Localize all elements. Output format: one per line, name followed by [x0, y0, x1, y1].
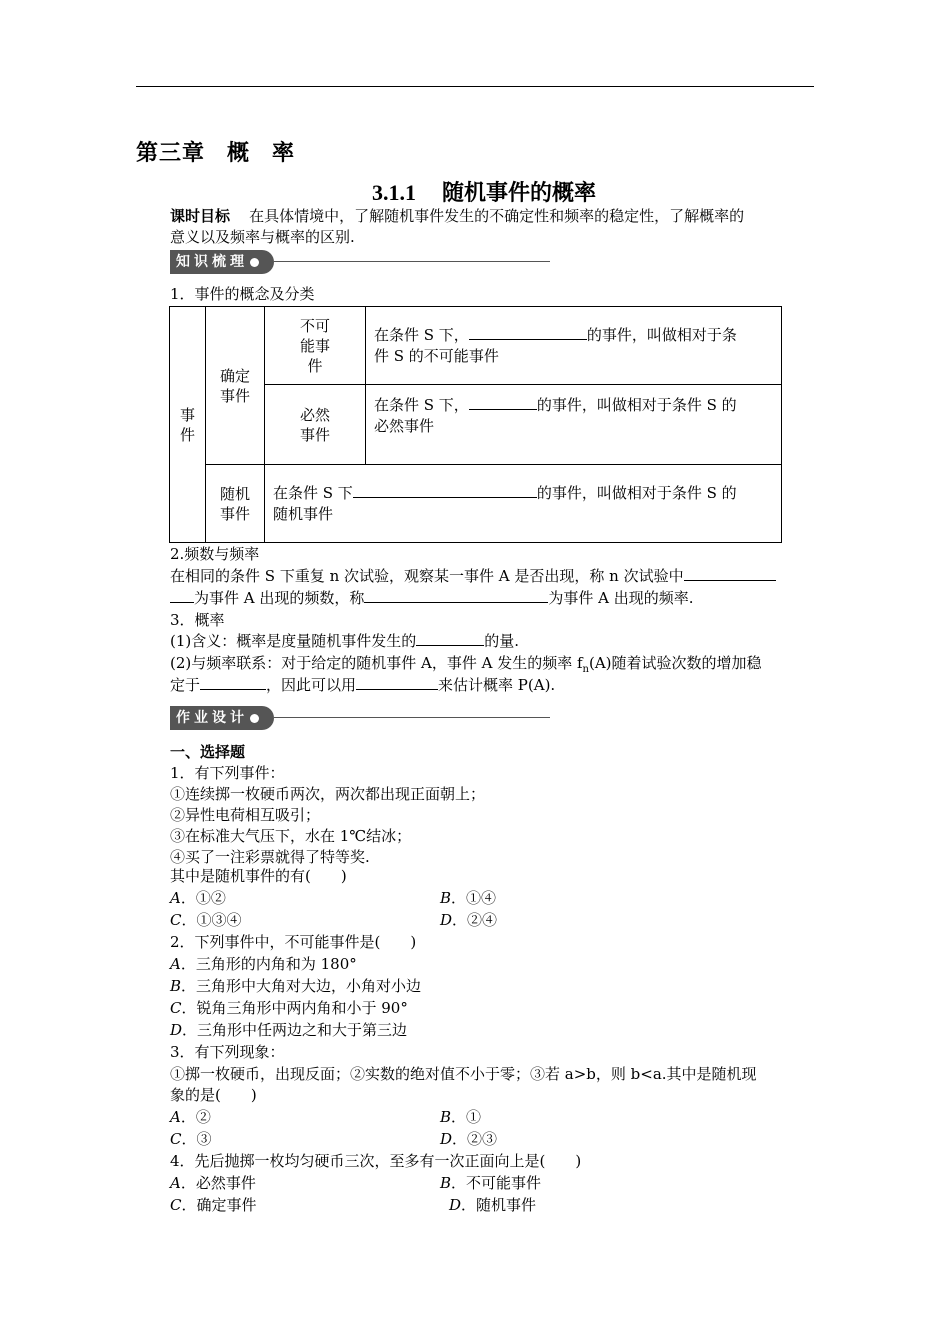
- fill-blank: [200, 675, 266, 690]
- bullet-dot-icon: [250, 258, 259, 267]
- question-4-option-c[interactable]: C．确定事件: [170, 1196, 257, 1214]
- question-1-stem: 1．有下列事件：: [170, 764, 285, 782]
- frequency-line-2: 为事件 A 出现的频数，称 为事件 A 出现的频率.: [170, 588, 815, 609]
- lesson-goal: [170, 206, 815, 227]
- fill-blank: [356, 675, 438, 690]
- chapter-title: 第三章: [136, 141, 206, 166]
- question-3-stem: 3．有下列现象：: [170, 1043, 285, 1061]
- fill-blank: [353, 483, 537, 498]
- question-3-line-2: 象的是( ): [170, 1086, 257, 1104]
- probability-heading: 3．概率: [170, 611, 225, 629]
- question-3-option-b[interactable]: B．①: [440, 1108, 482, 1126]
- section-title: [372, 176, 596, 207]
- goal-text-2: 意义以及频率与概率的区别.: [170, 228, 355, 246]
- question-3-option-c[interactable]: C．③: [170, 1130, 212, 1148]
- impossible-event-definition: 在条件 S 下， 的事件，叫做相对于条 件 S 的不可能事件: [366, 307, 782, 385]
- question-1-ask: 其中是随机事件的有( ): [170, 867, 347, 885]
- probability-relation-1: (2)与频率联系：对于给定的随机事件 A，事件 A 发生的频率 $f_n(A)$随着试验次数的增加稳: [170, 654, 762, 675]
- question-3-line-1: ①掷一枚硬币，出现反面；②实数的绝对值不小于零；③若 a>b，则 b<a.其中是随机现: [170, 1065, 757, 1083]
- question-1-option-a[interactable]: A．①②: [170, 889, 226, 907]
- goal-text-1: 在具体情境中，了解随机事件发生的不确定性和频率的稳定性，了解概率的: [249, 207, 745, 225]
- fill-blank: [170, 588, 194, 603]
- question-4-option-a[interactable]: A．必然事件: [170, 1174, 256, 1192]
- impossible-event-cell: 不可 能事 件: [265, 307, 366, 385]
- frequency-heading: 2.频数与频率: [170, 545, 260, 563]
- fill-blank: [684, 566, 776, 581]
- certain-event-cell: 确定 事件: [206, 307, 265, 465]
- banner-rule: [274, 261, 550, 262]
- random-event-cell: 随机 事件: [206, 465, 265, 543]
- inevitable-event-definition: 在条件 S 下， 的事件，叫做相对于条件 S 的 必然事件: [366, 385, 782, 465]
- question-2-option-d[interactable]: D．三角形中任两边之和大于第三边: [170, 1021, 408, 1039]
- probability-relation-2: 定于 ，因此可以用 来估计概率 P(A).: [170, 676, 556, 694]
- question-2-option-c[interactable]: C．锐角三角形中两内角和小于 90°: [170, 999, 408, 1017]
- question-4-stem: 4．先后抛掷一枚均匀硬币三次，至多有一次正面向上是( ): [170, 1152, 582, 1170]
- fill-blank: [469, 395, 537, 410]
- chapter-heading: [136, 136, 295, 167]
- fill-blank: [416, 631, 484, 646]
- chapter-word-1: 概: [227, 141, 251, 166]
- event-cell: 事 件: [170, 307, 206, 543]
- question-2-option-a[interactable]: A．三角形的内角和为 180°: [170, 955, 357, 973]
- question-4-option-b[interactable]: B．不可能事件: [440, 1174, 542, 1192]
- question-2-stem: 2．下列事件中，不可能事件是( ): [170, 933, 417, 951]
- goal-label: 课时目标: [170, 207, 231, 225]
- fill-blank: [469, 325, 587, 340]
- question-1-option-b[interactable]: B．①④: [440, 889, 497, 907]
- choice-section-heading: 一、选择题: [170, 743, 246, 761]
- section-number: 3.1.1: [372, 180, 416, 205]
- section-name: 随机事件的概率: [442, 181, 597, 206]
- event-classification-table: [169, 306, 782, 543]
- question-3-option-a[interactable]: A．②: [170, 1108, 211, 1126]
- header-rule: [136, 86, 814, 87]
- question-1-item-2: ②异性电荷相互吸引；: [170, 806, 321, 824]
- question-1-option-d[interactable]: D．②④: [440, 911, 498, 929]
- bullet-dot-icon: [250, 714, 259, 723]
- question-1-item-3: ③在标准大气压下，水在 1℃结冰；: [170, 827, 412, 845]
- question-1-item-1: ①连续掷一枚硬币两次，两次都出现正面朝上；: [170, 785, 486, 803]
- chapter-word-2: 率: [272, 141, 296, 166]
- banner-rule: [274, 717, 550, 718]
- knowledge-banner-label: 知识梳理: [176, 254, 248, 270]
- question-2-option-b[interactable]: B．三角形中大角对大边，小角对小边: [170, 977, 422, 995]
- probability-meaning: (1)含义：概率是度量随机事件发生的 的量.: [170, 632, 520, 650]
- homework-banner-label: 作业设计: [176, 710, 248, 726]
- question-3-option-d[interactable]: D．②③: [440, 1130, 498, 1148]
- question-1-item-4: ④买了一注彩票就得了特等奖.: [170, 848, 370, 866]
- frequency-line-1: 在相同的条件 S 下重复 n 次试验，观察某一事件 A 是否出现，称 n 次试验中: [170, 566, 815, 587]
- fill-blank: [364, 588, 548, 603]
- question-4-option-d[interactable]: D．随机事件: [449, 1196, 537, 1214]
- event-concept-heading: 1．事件的概念及分类: [170, 285, 315, 303]
- random-event-definition: 在条件 S 下 的事件，叫做相对于条件 S 的 随机事件: [265, 465, 782, 543]
- inevitable-event-cell: 必然 事件: [265, 385, 366, 465]
- question-1-option-c[interactable]: C．①③④: [170, 911, 242, 929]
